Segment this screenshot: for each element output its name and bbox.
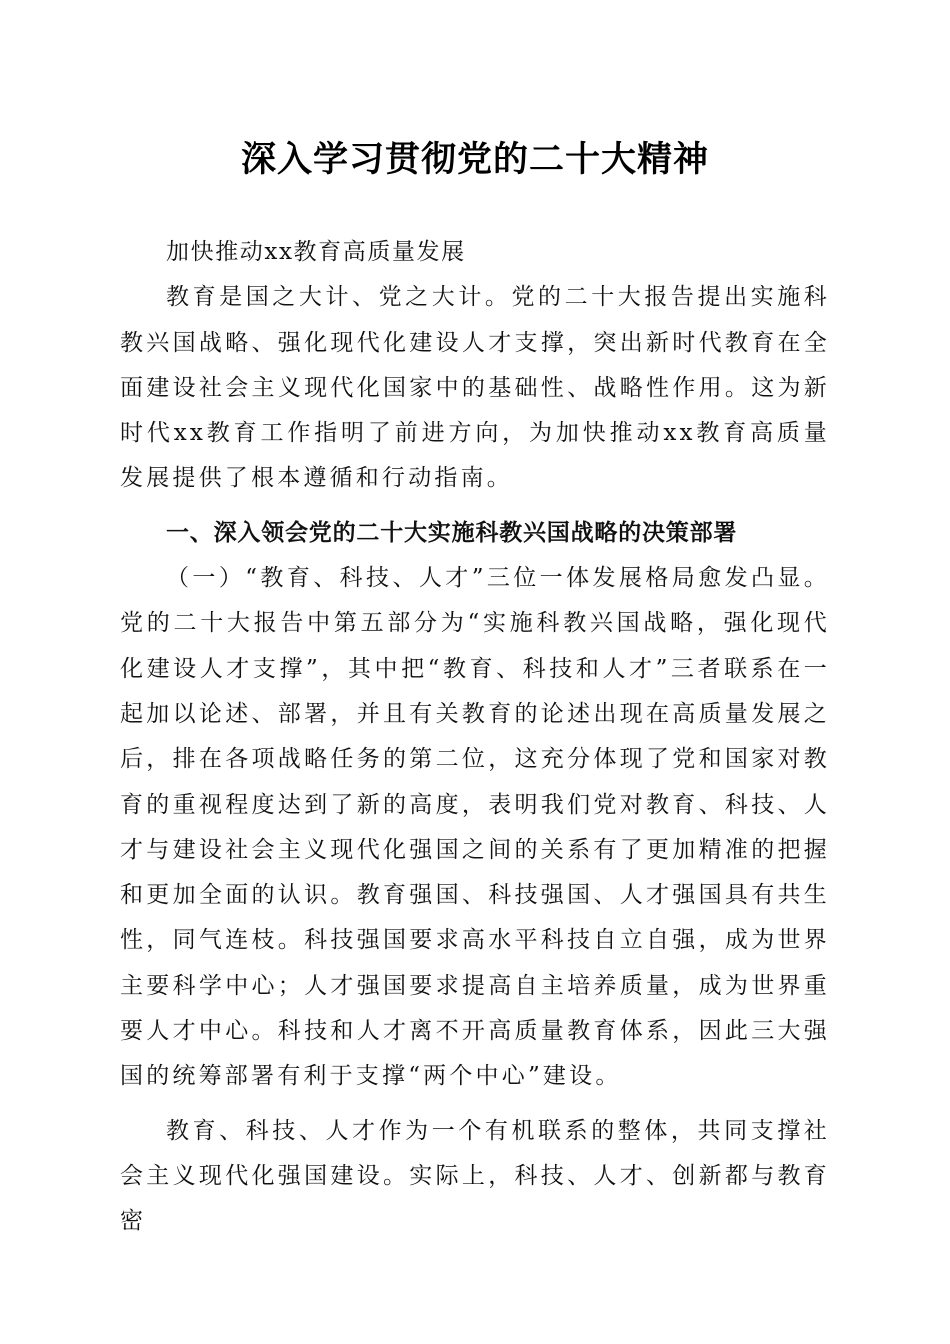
section-heading: 一、深入领会党的二十大实施科教兴国战略的决策部署 [166,519,738,546]
subsection-body: 党的二十大报告中第五部分为“实施科教兴国战略，强化现代化建设人才支撑”，其中把“教育、科技和人才”三者联系在一起加以论述、部署，并且有关教育的论述出现在高质量发展之后，排在各项战略任务的第二位，这充分体现了党和国家对教育的重视程度达到了新的高度，表明我们党对教育、科技、人才与建设社会主义现代化强国之间的关系有了更加精准的把握和更加全面的认识。教育强国、科技强国、人才强国具有共生性，同气连枝。科技强国要求高水平科技自立自强，成为世界主要科学中心；人才强国要求提高自主培养质量，成为世界重要人才中心。科技和人才离不开高质量教育体系，因此三大强国的统筹部署有利于支撑“两个中心”建设。 [120,610,830,1090]
document-title: 深入学习贯彻党的二十大精神 [240,139,709,180]
subsection-heading: （一）“教育、科技、人才”三位一体发展格局愈发凸显。 [166,565,830,592]
document-subtitle: 加快推动xx教育高质量发展 [166,239,466,265]
document-body [120,230,830,1245]
intro-paragraph: 教育是国之大计、党之大计。党的二十大报告提出实施科教兴国战略、强化现代化建设人才支撑，突出新时代教育在全面建设社会主义现代化国家中的基础性、战略性作用。这为新时代xx教育工作指明了前进方向，为加快推动xx教育高质量发展提供了根本遵循和行动指南。 [120,284,830,492]
body-paragraph: 教育、科技、人才作为一个有机联系的整体，共同支撑社会主义现代化强国建设。实际上，科技、人才、创新都与教育密 [120,1117,830,1235]
subsection-paragraph [120,556,830,1100]
